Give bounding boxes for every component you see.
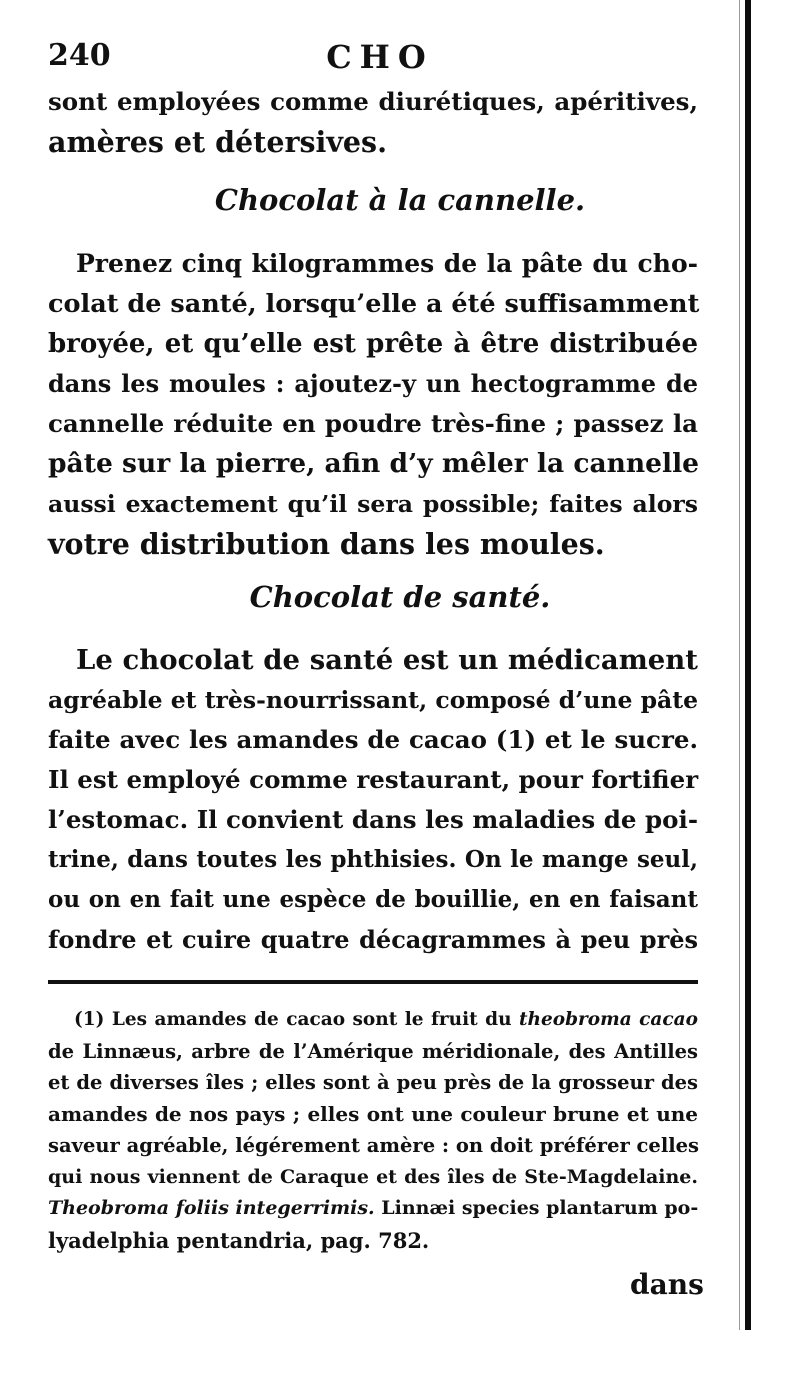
text-line: aussi exactement qu’il sera possible; faites alors (48, 490, 698, 518)
paragraph-cannelle (48, 244, 698, 564)
text-line: cannelle réduite en poudre très-fine ; passez la (48, 409, 698, 438)
text-line: Prenez cinq kilogrammes de la pâte du cho- (76, 249, 698, 278)
footnote-line: de Linnæus, arbre de l’Amérique méridionale, des Antilles (48, 1039, 698, 1063)
footnote-line: saveur agréable, légérement amère : on doit préférer celles (48, 1134, 700, 1157)
footnote-italic-text: theobroma cacao (519, 1009, 698, 1030)
footnote-line: et de diverses îles ; elles sont à peu près de la grosseur des (48, 1071, 698, 1094)
footnote-line: lyadelphia pentandria, pag. 782. (48, 1227, 430, 1253)
footnote-text: Linnæi species plantarum po- (374, 1197, 699, 1219)
page-number: 240 (48, 38, 111, 73)
section-heading-cannelle: Chocolat à la cannelle. (214, 183, 586, 217)
footnote-text: (1) Les amandes de cacao sont le fruit du (74, 1009, 519, 1030)
text-line: trine, dans toutes les phthisies. On le mange seul, (48, 846, 698, 873)
text-line: votre distribution dans les moules. (48, 527, 605, 561)
text-line: Il est employé comme restaurant, pour fortifier (48, 765, 699, 794)
text-line: agréable et très-nourrissant, composé d’une pâte (48, 686, 699, 714)
text-line: amères et détersives. (48, 125, 387, 159)
text-line: ou on en fait une espèce de bouillie, en en faisant (48, 886, 698, 913)
footnote-line (48, 1193, 698, 1225)
footnote-italic-text: Theobroma foliis integerrimis. (48, 1197, 375, 1219)
paragraph-sante (48, 640, 698, 960)
intro-paragraph (48, 82, 698, 162)
footnote-line: amandes de nos pays ; elles ont une couleur brune et une (48, 1101, 698, 1126)
text-line: sont employées comme diurétiques, apéritives, (48, 87, 698, 116)
text-line: broyée, et qu’elle est prête à être distribuée (48, 329, 698, 359)
footnote (48, 1004, 698, 1256)
text-line: colat de santé, lorsqu’elle a été suffisamment (48, 289, 700, 319)
running-head: CHO (326, 38, 434, 76)
text-line: pâte sur la pierre, afin d’y mêler la cannelle (48, 448, 700, 479)
catchword: dans (630, 1268, 704, 1301)
footnote-line (48, 1004, 698, 1036)
footnote-line: qui nous viennent de Caraque et des îles de Ste-Magdelaine. (48, 1165, 698, 1188)
text-line: fondre et cuire quatre décagrammes à peu près (48, 925, 698, 954)
footnote-rule (48, 980, 698, 984)
section-heading-sante: Chocolat de santé. (249, 580, 551, 614)
text-line: faite avec les amandes de cacao (1) et le sucre. (48, 725, 698, 754)
text-line: dans les moules : ajoutez-y un hectogramme de (48, 369, 698, 398)
text-line: Le chocolat de santé est un médicament (76, 644, 698, 676)
text-line: l’estomac. Il convient dans les maladies de poi- (48, 805, 698, 834)
